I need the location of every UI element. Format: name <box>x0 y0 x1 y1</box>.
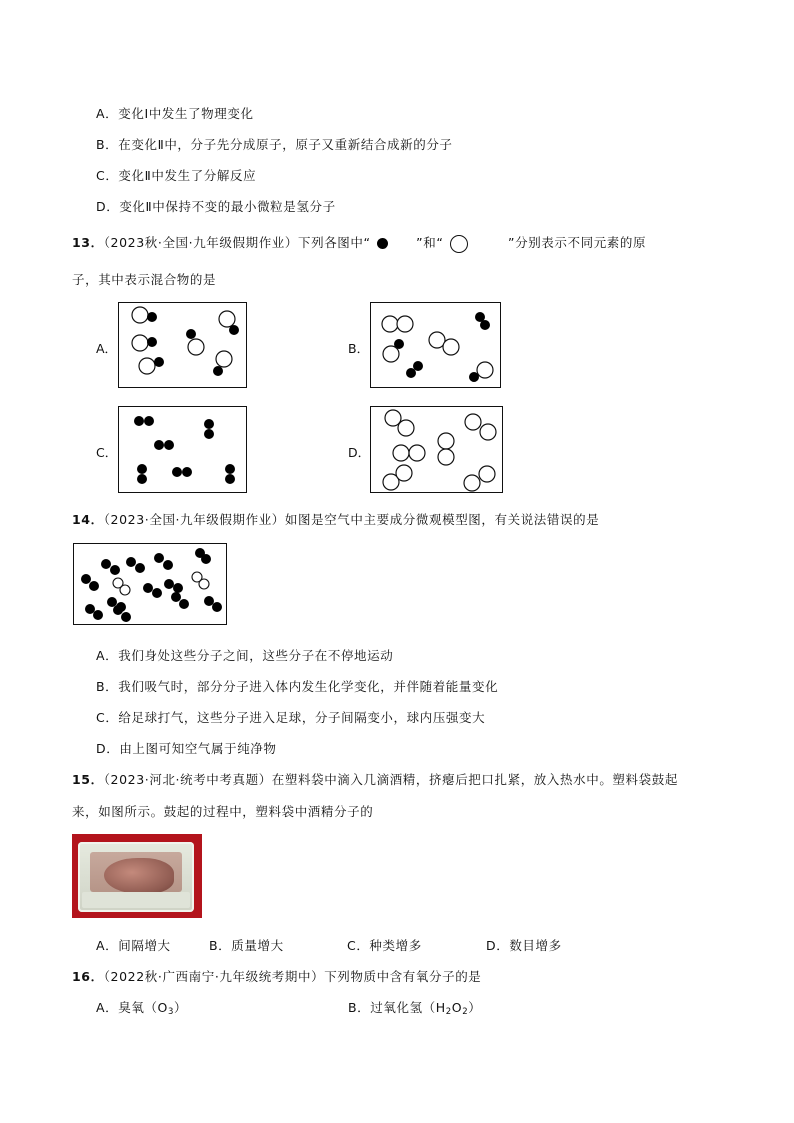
q14-stem <box>72 510 599 528</box>
q16-option-b[interactable] <box>348 998 481 1017</box>
q13-option-d-diagram <box>370 406 503 493</box>
q14-option-c[interactable]: C．给足球打气，这些分子进入足球，分子间隔变小，球内压强变大 <box>96 710 486 725</box>
tray-rim-shape <box>82 892 190 908</box>
q13-option-c-diagram <box>118 406 247 493</box>
q13-option-b-diagram <box>370 302 501 388</box>
particle-model-c <box>119 407 248 494</box>
q12-option-b: B．在变化Ⅱ中，分子先分成原子，原子又重新结合成新的分子 <box>96 137 453 152</box>
q15-stem-line1 <box>72 770 678 788</box>
q15-number: 15． <box>72 772 104 787</box>
q15-option-b[interactable]: B．质量增大 <box>209 938 284 953</box>
q16-option-b-mid: O <box>451 1000 463 1015</box>
particle-model-a <box>119 303 248 389</box>
q13-option-a-diagram <box>118 302 247 388</box>
q13-stem-line1 <box>72 233 646 253</box>
particle-model-b <box>371 303 502 389</box>
q14-number: 14． <box>72 512 104 527</box>
q15-option-a[interactable]: A．间隔增大 <box>96 938 171 953</box>
q16-option-a-subscript: 3 <box>168 1007 175 1017</box>
q16-stem <box>72 967 481 985</box>
q14-option-b[interactable]: B．我们吸气时，部分分子进入体内发生化学变化，并伴随着能量变化 <box>96 679 499 694</box>
q13-option-d-label[interactable]: D． <box>348 445 371 460</box>
q14-option-a[interactable]: A．我们身处这些分子之间，这些分子在不停地运动 <box>96 648 394 663</box>
q13-option-c-label[interactable]: C． <box>96 445 118 460</box>
q16-option-a-text: A．臭氧（O <box>96 1000 168 1015</box>
q14-option-d[interactable]: D．由上图可知空气属于纯净物 <box>96 741 277 756</box>
plastic-bag-in-tray-photo <box>72 834 202 918</box>
q12-option-c: C．变化Ⅱ中发生了分解反应 <box>96 168 257 183</box>
q15-stem-text: （2023·河北·统考中考真题）在塑料袋中滴入几滴酒精，挤瘪后把口扎紧，放入热水中。塑料袋鼓起 <box>103 772 678 787</box>
q13-option-a-label[interactable]: A． <box>96 341 118 356</box>
q15-stem-line2: 来，如图所示。鼓起的过程中，塑料袋中酒精分子的 <box>72 804 374 819</box>
q16-option-b-close: ） <box>468 1000 482 1015</box>
q13-number: 13． <box>72 235 104 250</box>
q14-stem-text: （2023·全国·九年级假期作业）如图是空气中主要成分微观模型图，有关说法错误的是 <box>103 512 600 527</box>
q16-option-a[interactable] <box>96 998 187 1017</box>
q16-option-b-subscript-2: 2 <box>462 1007 469 1017</box>
q13-stem-part1: （2023秋·全国·九年级假期作业）下列各图中“ <box>103 235 371 250</box>
q13-stem-part2: ”和“ <box>416 235 444 250</box>
inflated-bag-shape <box>104 858 174 894</box>
black-atom-icon <box>377 238 388 249</box>
q16-option-b-subscript-1: 2 <box>445 1007 452 1017</box>
q16-stem-text: （2022秋·广西南宁·九年级统考期中）下列物质中含有氧分子的是 <box>103 969 482 984</box>
q13-stem-line2: 子，其中表示混合物的是 <box>72 272 217 287</box>
q13-stem-part3: ”分别表示不同元素的原 <box>508 235 647 250</box>
q14-air-model-diagram <box>73 543 227 625</box>
q16-option-b-text: B．过氧化氢（H <box>348 1000 446 1015</box>
q16-option-a-close: ） <box>174 1000 188 1015</box>
air-particle-model <box>74 544 228 626</box>
q13-option-b-label[interactable]: B． <box>348 341 370 356</box>
tray-water-shape <box>90 852 182 892</box>
q15-option-d[interactable]: D．数目增多 <box>486 938 562 953</box>
white-atom-icon <box>450 235 468 253</box>
q12-option-d: D．变化Ⅱ中保持不变的最小微粒是氢分子 <box>96 199 336 214</box>
q12-option-a: A．变化Ⅰ中发生了物理变化 <box>96 106 254 121</box>
tray-shape <box>78 842 194 912</box>
q16-number: 16． <box>72 969 104 984</box>
particle-model-d <box>371 407 504 494</box>
q15-option-c[interactable]: C．种类增多 <box>347 938 422 953</box>
